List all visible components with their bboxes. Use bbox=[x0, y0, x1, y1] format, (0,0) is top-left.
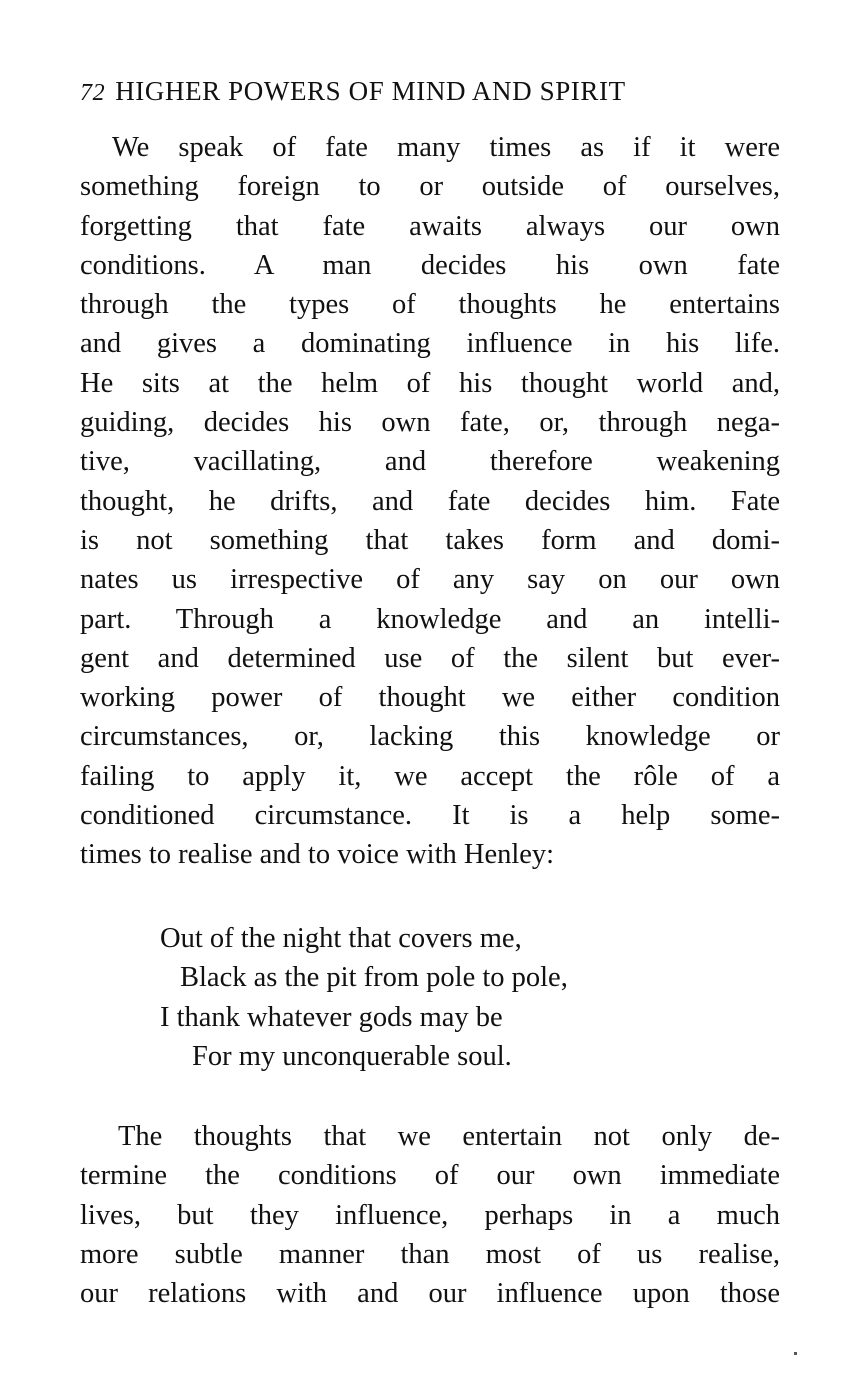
page-number: 72 bbox=[80, 80, 106, 106]
running-title: HIGHER POWERS OF MIND AND SPIRIT bbox=[115, 76, 626, 106]
text-line: The thoughts that we entertain not only de- bbox=[118, 1121, 780, 1152]
text-line: thought, he drifts, and fate decides him. Fate bbox=[80, 485, 780, 517]
poem-line: Out of the night that covers me, bbox=[160, 923, 522, 954]
text-line: termine the conditions of our own immediate bbox=[80, 1160, 780, 1192]
text-line: lives, but they influence, perhaps in a much bbox=[80, 1199, 780, 1231]
text-line: and gives a dominating influence in his life. bbox=[80, 328, 780, 360]
text-line: failing to apply it, we accept the rôle of a bbox=[80, 760, 780, 792]
text-line: through the types of thoughts he entertains bbox=[80, 289, 780, 321]
poem-line: I thank whatever gods may be bbox=[160, 1001, 503, 1033]
text-line: is not something that takes form and domi- bbox=[80, 524, 780, 556]
text-line: times to realise and to voice with Henley: bbox=[80, 839, 555, 871]
text-line: nates us irrespective of any say on our own bbox=[80, 564, 780, 596]
text-line: circumstances, or, lacking this knowledge or bbox=[80, 721, 780, 753]
running-header bbox=[80, 74, 780, 110]
text-line: We speak of fate many times as if it were bbox=[112, 132, 780, 163]
text-line: part. Through a knowledge and an intelli- bbox=[80, 603, 780, 635]
poem-line: Black as the pit from pole to pole, bbox=[180, 962, 568, 994]
text-line: our relations with and our influence upon those bbox=[80, 1278, 780, 1310]
poem-quote bbox=[160, 919, 720, 1076]
paragraph-2 bbox=[80, 1117, 780, 1313]
print-speck bbox=[794, 1352, 797, 1355]
text-line: gent and determined use of the silent but ever- bbox=[80, 642, 780, 674]
text-line: more subtle manner than most of us realise, bbox=[80, 1238, 780, 1270]
text-line: working power of thought we either condition bbox=[80, 682, 780, 714]
text-line: tive, vacillating, and therefore weakening bbox=[80, 446, 780, 478]
text-line: something foreign to or outside of ourselves, bbox=[80, 171, 780, 203]
text-line: He sits at the helm of his thought world and, bbox=[80, 367, 780, 399]
poem-line: For my unconquerable soul. bbox=[192, 1040, 512, 1072]
text-line: conditions. A man decides his own fate bbox=[80, 249, 780, 281]
paragraph-1 bbox=[80, 128, 780, 875]
text-line: conditioned circumstance. It is a help some- bbox=[80, 800, 780, 832]
text-line: forgetting that fate awaits always our own bbox=[80, 210, 780, 242]
text-line: guiding, decides his own fate, or, through nega- bbox=[80, 407, 780, 439]
